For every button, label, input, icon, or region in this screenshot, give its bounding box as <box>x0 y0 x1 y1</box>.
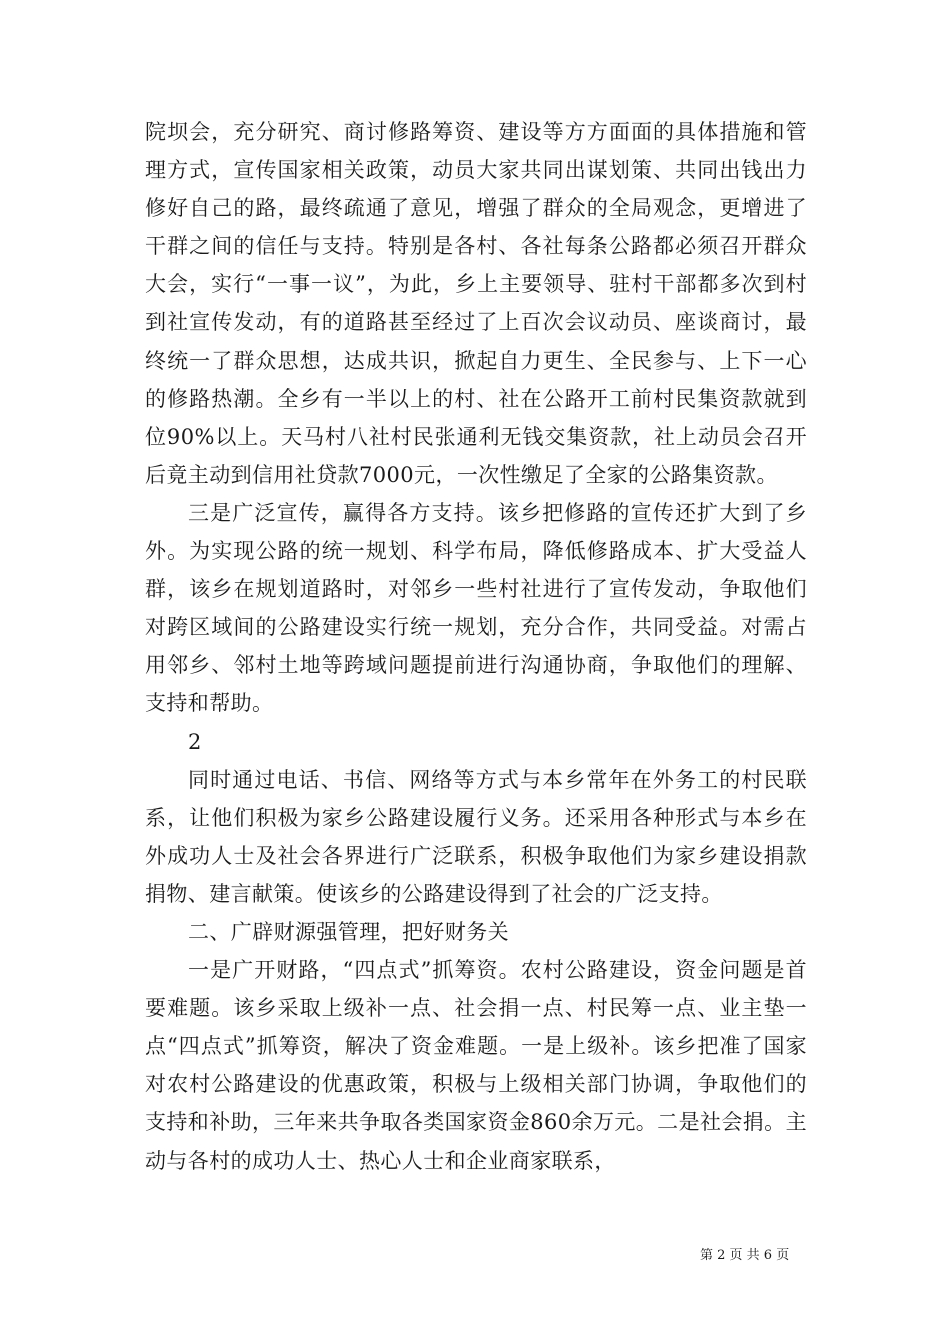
paragraph-2: 三是广泛宣传，赢得各方支持。该乡把修路的宣传还扩大到了乡外。为实现公路的统一规划、科学布局，降低修路成本、扩大受益人群，该乡在规划道路时，对邻乡一些村社进行了宣传发动，争取他们对跨区域间的公路建设实行统一规划，充分合作，共同受益。对需占用邻乡、邻村土地等跨域问题提前进行沟通协商，争取他们的理解、支持和帮助。 <box>145 500 807 716</box>
paragraph-3: 同时通过电话、书信、网络等方式与本乡常年在外务工的村民联系，让他们积极为家乡公路建设履行义务。还采用各种形式与本乡在外成功人士及社会各界进行广泛联系，积极争取他们为家乡建设捐款捐物、建言献策。使该乡的公路建设得到了社会的广泛支持。 <box>145 767 807 906</box>
page-footer: 第 2 页 共 6 页 <box>700 1248 790 1263</box>
paragraph-1: 院坝会，充分研究、商讨修路筹资、建设等方方面面的具体措施和管理方式，宣传国家相关政策，动员大家共同出谋划策、共同出钱出力修好自己的路，最终疏通了意见，增强了群众的全局观念，更增进了干群之间的信任与支持。特别是各村、各社每条公路都必须召开群众大会，实行“一事一议”，为此，乡上主要领导、驻村干部都多次到村到社宣传发动，有的道路甚至经过了上百次会议动员、座谈商讨，最终统一了群众思想，达成共识，掀起自力更生、全民参与、上下一心的修路热潮。全乡有一半以上的村、社在公路开工前村民集资款就到位90%以上。天马村八社村民张通利无钱交集资款，社上动员会召开后竟主动到信用社贷款7000元，一次性缴足了全家的公路集资款。 <box>145 120 807 487</box>
section-heading: 二、广辟财源强管理，把好财务关 <box>188 919 509 944</box>
inline-page-number: 2 <box>188 729 202 754</box>
document-page <box>145 113 807 1180</box>
paragraph-4: 一是广开财路，“四点式”抓筹资。农村公路建设，资金问题是首要难题。该乡采取上级补一点、社会捐一点、村民筹一点、业主垫一点“四点式”抓筹资，解决了资金难题。一是上级补。该乡把准了国家对农村公路建设的优惠政策，积极与上级相关部门协调，争取他们的支持和补助，三年来共争取各类国家资金860余万元。二是社会捐。主动与各村的成功人士、热心人士和企业商家联系， <box>145 958 807 1173</box>
